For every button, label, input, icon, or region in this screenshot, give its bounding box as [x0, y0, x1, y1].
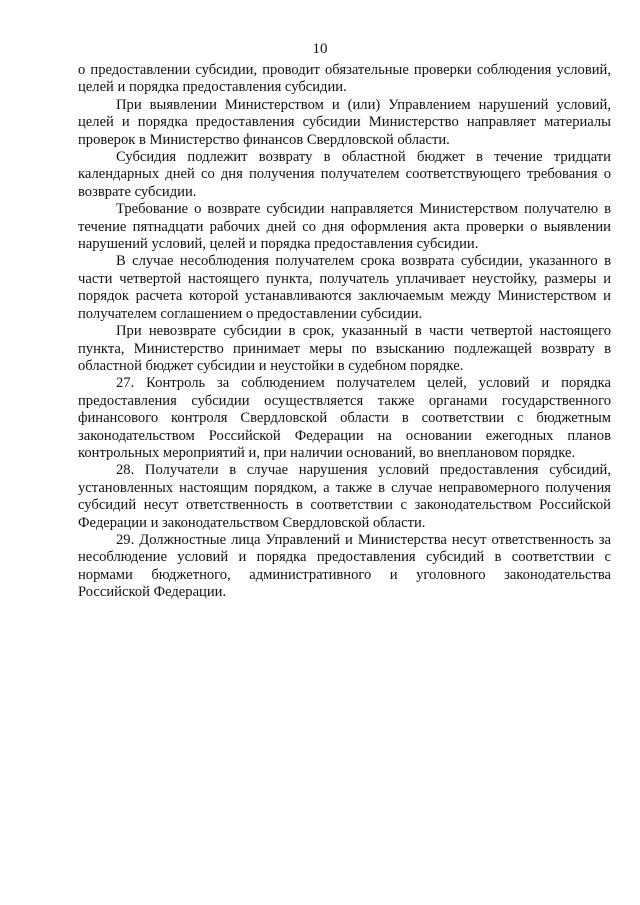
paragraph-non-return: При невозврате субсидии в срок, указанный в части четвертой настоящего пункта, Министерство принимает меры по взысканию подлежащей возврату в областной бюджет субсидии и неустойки в судебном порядке.: [78, 323, 611, 374]
paragraph-subsidy-return: Субсидия подлежит возврату в областной бюджет в течение тридцати календарных дней со дня получения получателем соответствующего требования о возврате субсидии.: [78, 149, 611, 200]
paragraph-item-28: 28. Получатели в случае нарушения условий предоставления субсидий, установленных настоящим порядком, а также в случае неправомерного получения субсидий несут ответственность в соответствии с законодательством Российской Федерации и законодательством Свердловской области.: [78, 462, 611, 531]
paragraph-continuation: о предоставлении субсидии, проводит обязательные проверки соблюдения условий, целей и порядка предоставления субсидии.: [78, 62, 611, 96]
paragraph-violation-detection: При выявлении Министерством и (или) Управлением нарушений условий, целей и порядка предоставления субсидии Министерство направляет материалы проверок в Министерство финансов Свердловской области.: [78, 96, 611, 148]
document-body: [78, 62, 611, 602]
paragraph-return-requirement: Требование о возврате субсидии направляется Министерством получателю в течение пятнадцати рабочих дней со дня оформления акта проверки о выявлении нарушений условий, целей и порядка предоставления субсидии.: [78, 201, 611, 253]
paragraph-item-27: 27. Контроль за соблюдением получателем целей, условий и порядка предоставления субсидии осуществляется также органами государственного финансового контроля Свердловской области в соответствии с бюджетным законодательством Российской Федерации на основании ежегодных планов контрольных мероприятий и, при наличии оснований, во внеплановом порядке.: [78, 375, 611, 461]
page-number: 10: [312, 41, 328, 57]
paragraph-penalty: В случае несоблюдения получателем срока возврата субсидии, указанного в части четвертой настоящего пункта, получатель уплачивает неустойку, размеры и порядок расчета которой устанавливаются заключаемым между Министерством и получателем соглашением о предоставлении субсидии.: [78, 253, 611, 322]
paragraph-item-29: 29. Должностные лица Управлений и Министерства несут ответственность за несоблюдение условий и порядка предоставления субсидий в соответствии с нормами бюджетного, административного и уголовного законодательства Российской Федерации.: [78, 531, 611, 601]
